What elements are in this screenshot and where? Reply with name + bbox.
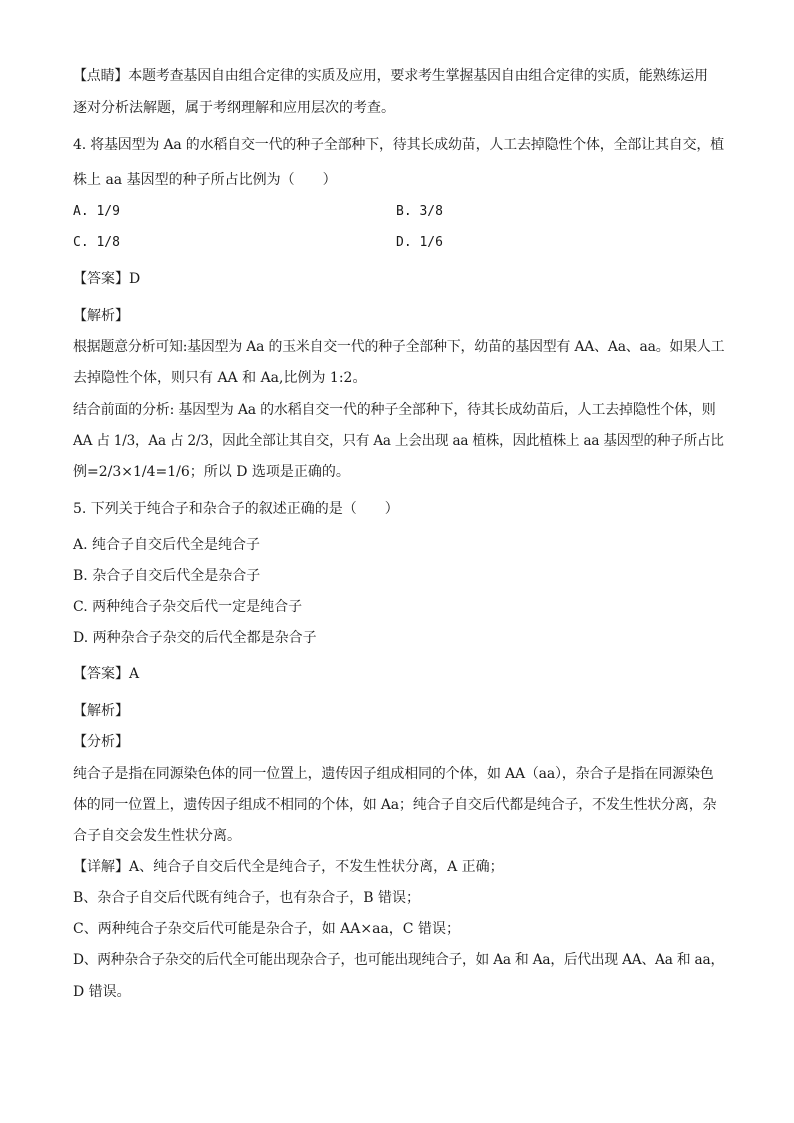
- q4-analysis-line-1: 根据题意分析可知:基因型为 Aa 的玉米自交一代的种子全部种下，幼苗的基因型有 AA、Aa、aa。如果人工: [73, 339, 725, 355]
- q5-answer: [73, 664, 139, 684]
- q5-detail-line-1: [73, 857, 504, 877]
- q5-detail-line-4: D、两种杂合子杂交的后代全可能出现杂合子，也可能出现纯合子，如 Aa 和 Aa，后代出现 AA、Aa 和 aa，: [73, 952, 724, 968]
- q5-detail-tag: 【详解】: [73, 859, 129, 875]
- q4-analysis-line-5: 例=2/3×1/4=1/6；所以 D 选项是正确的。: [73, 464, 350, 480]
- q5-option-d: D. 两种杂合子杂交的后代全都是杂合子: [73, 630, 317, 646]
- dianjing-text-2: 逐对分析法解题，属于考纲理解和应用层次的考查。: [73, 100, 395, 116]
- q5-detail-line-2: B、杂合子自交后代既有纯合子，也有杂合子，B 错误；: [73, 890, 421, 906]
- q5-fenxi-line-3: 合子自交会发生性状分离。: [73, 828, 241, 844]
- q4-answer-tag: 【答案】: [73, 271, 129, 287]
- q5-answer-value: A: [129, 666, 140, 682]
- q5-fenxi-tag: 【分析】: [73, 734, 129, 750]
- q5-option-c: C. 两种纯合子杂交后代一定是纯合子: [73, 599, 303, 615]
- q4-option-b: B. 3/8: [396, 204, 443, 219]
- q4-option-a: A. 1/9: [73, 204, 120, 219]
- q4-option-d: D. 1/6: [396, 235, 443, 250]
- q5-fenxi-line-1: 纯合子是指在同源染色体的同一位置上，遗传因子组成相同的个体，如 AA（aa），杂合子是指在同源染色: [73, 766, 714, 782]
- q5-stem: 5. 下列关于纯合子和杂合子的叙述正确的是（ ）: [73, 501, 399, 517]
- dianjing-text-1: 本题考查基因自由组合定律的实质及应用，要求考生掌握基因自由组合定律的实质，能熟练运用: [128, 68, 708, 84]
- q5-analysis-tag: 【解析】: [73, 703, 129, 719]
- dianjing-paragraph-line-1: [73, 66, 708, 86]
- q4-analysis-line-4: AA 占 1/3，Aa 占 2/3，因此全部让其自交，只有 Aa 上会出现 aa 植株，因此植株上 aa 基因型的种子所占比: [73, 433, 724, 449]
- q5-detail-line-3: C、两种纯合子杂交后代可能是杂合子，如 AA×aa，C 错误；: [73, 921, 460, 937]
- q5-answer-tag: 【答案】: [73, 666, 129, 682]
- q5-detail-text-1: A、纯合子自交后代全是纯合子，不发生性状分离，A 正确；: [129, 859, 504, 875]
- q5-fenxi-line-2: 体的同一位置上，遗传因子组成不相同的个体，如 Aa；纯合子自交后代都是纯合子，不发生性状分离，杂: [73, 797, 717, 813]
- q5-detail-line-5: D 错误。: [73, 984, 131, 1000]
- q4-analysis-line-3: 结合前面的分析: 基因型为 Aa 的水稻自交一代的种子全部种下，待其长成幼苗后，人工去掉隐性个体，则: [73, 402, 716, 418]
- q4-answer: [73, 269, 140, 289]
- q4-stem-line-2: 株上 aa 基因型的种子所占比例为（ ）: [73, 172, 337, 188]
- q5-option-a: A. 纯合子自交后代全是纯合子: [73, 537, 261, 553]
- q4-answer-value: D: [129, 271, 141, 287]
- q4-option-c: C. 1/8: [73, 235, 120, 250]
- q5-option-b: B. 杂合子自交后代全是杂合子: [73, 568, 261, 584]
- q4-stem-line-1: 4. 将基因型为 Aa 的水稻自交一代的种子全部种下，待其长成幼苗，人工去掉隐性个体，全部让其自交，植: [73, 137, 724, 153]
- dianjing-tag: 【点睛】: [73, 68, 129, 84]
- q4-analysis-line-2: 去掉隐性个体，则只有 AA 和 Aa,比例为 1:2。: [73, 370, 367, 386]
- q4-analysis-tag: 【解析】: [73, 308, 129, 324]
